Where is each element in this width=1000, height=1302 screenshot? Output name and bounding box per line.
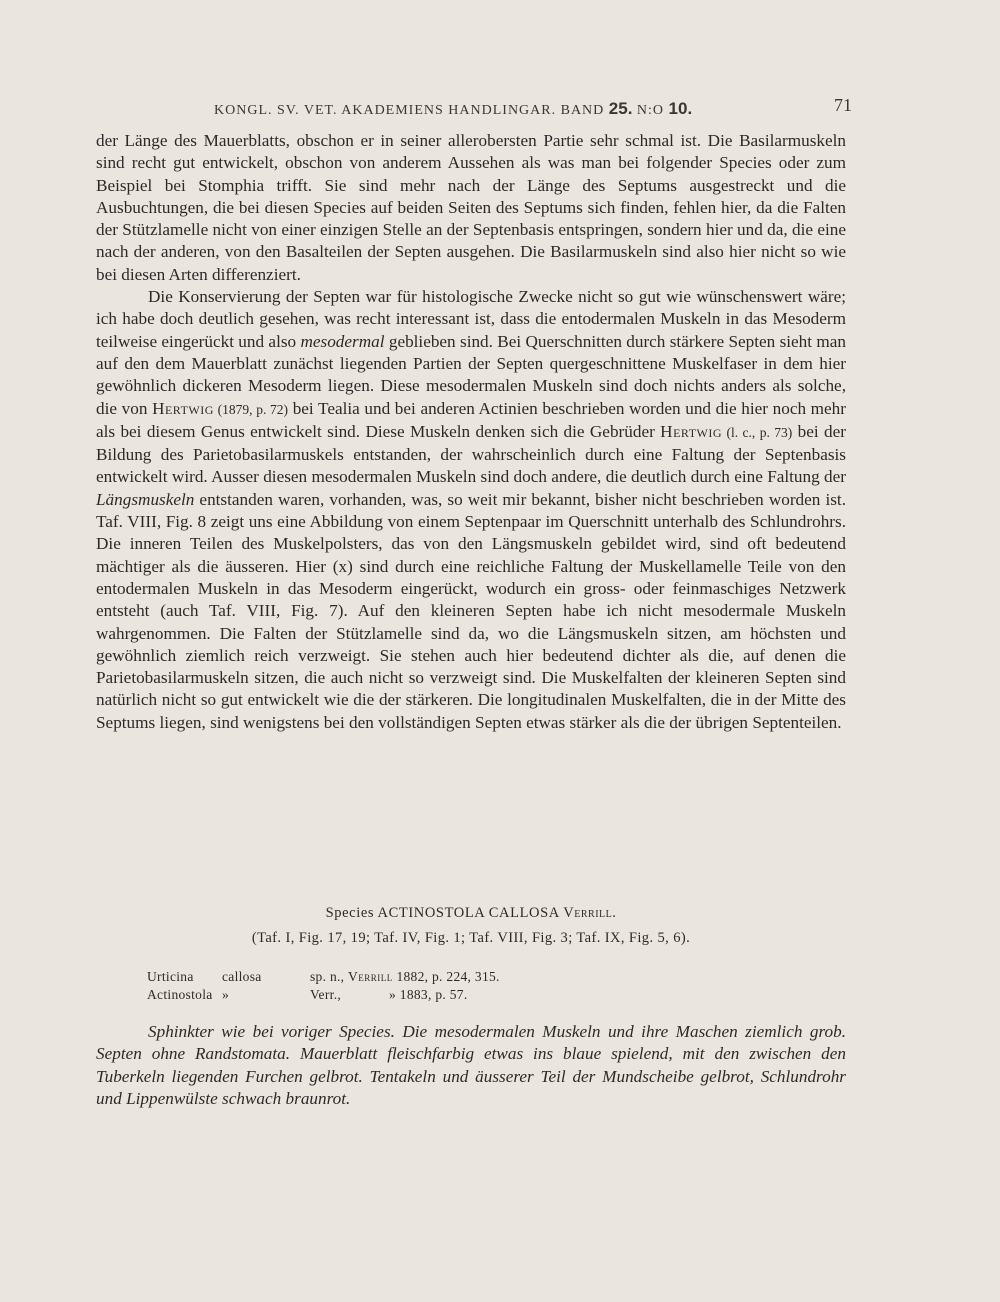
paragraph-2 (96, 286, 846, 734)
species-name: Species ACTINOSTOLA CALLOSA (325, 905, 564, 921)
synonym-author: sp. n., (310, 969, 349, 984)
synonym-citation (310, 986, 747, 1004)
synonym-species: callosa (222, 969, 262, 984)
citation: (l. c., p. 73) (722, 424, 793, 440)
synonym-citation (310, 968, 747, 986)
text-run: geblieben sind. Bei Querschnitten durch stärkere Septen sieht man auf den dem Mauerblatt zunächst liegenden Partien der Septen quergeschnittene Muskelfaser in dem hier gewöhnlich dickeren Mesoderm liegen. Diese mesodermalen Muskeln sind doch nichts anders als solche, die von (96, 331, 846, 418)
synonymy-row (147, 968, 747, 986)
text-run: entstanden waren, vorhanden, was, so weit mir bekannt, bisher nicht beschrieben worden ist. Taf. VIII, Fig. 8 zeigt uns eine Abbildung von einem Septenpaar im Querschnitt unterhalb des Schlundrohrs. Die inneren Teilen des Muskelpolsters, das von den Längsmuskeln gebildet wird, sind oft bedeutend mächtiger als die äusseren. Hier (x) sind durch eine reichliche Faltung der Muskellamelle Teile von den entodermalen Muskeln in das Mesoderm eingerückt, wodurch ein gross- oder feinmaschiges Netzwerk entsteht (auch Taf. VIII, Fig. 7). Auf den kleineren Septen habe ich nicht mesodermale Muskeln wahrgenommen. Die Falten der Stützlamelle sind da, wo die Längsmuskeln sitzen, am höchsten und gewöhnlich ziemlich reich verzweigt. Sie stehen auch hier bedeutend dichter als die, auf denen die Parietobasilarmuskeln sitzen, die auch nicht so verzweigt sind. Die Muskelfalten der kleineren Septen sind natürlich nicht so gut entwickelt wie die der stärkeren. Die longitudinalen Muskelfalten, die in der Mitte des Septums liegen, sind wenigstens bei den vollständigen Septen etwas stärker als die der übrigen Septenteilen. (96, 489, 846, 732)
synonym-species: » (222, 987, 230, 1002)
description-paragraph: Sphinkter wie bei voriger Species. Die mesodermalen Muskeln und ihre Maschen ziemlich grob. Septen ohne Randstomata. Mauerblatt fleischfarbig etwas ins blaue spielend, mit den zwischen den Tuberkeln liegenden Furchen gelbrot. Tentakeln und äusserer Teil der Mundscheibe gelbrot, Schlundrohr und Lippenwülste schwach braunrot. (96, 1022, 846, 1108)
running-head-title (214, 99, 692, 119)
synonym-genus: Actinostola (147, 987, 213, 1002)
species-heading (96, 905, 846, 922)
citation: (1879, p. 72) (213, 401, 289, 417)
running-head-prefix: KONGL. SV. VET. AKADEMIENS HANDLINGAR. BAND (214, 103, 609, 118)
author-name: Hertwig (152, 398, 214, 418)
synonym-author-name: Verrill (348, 969, 393, 984)
synonym-citation-text: » 1883, p. 57. (389, 987, 468, 1002)
synonym-author: Verr., (310, 987, 342, 1002)
species-figure-references: (Taf. I, Fig. 17, 19; Taf. IV, Fig. 1; Taf. VIII, Fig. 3; Taf. IX, Fig. 5, 6). (251, 930, 691, 946)
number-label: N:O (632, 103, 669, 118)
band-number: 25. (608, 99, 633, 118)
species-description (96, 1021, 846, 1110)
text-run: bei Tealia und bei anderen Actinien beschrieben worden und die hier noch mehr als bei diesem Genus entwickelt sind. Diese Muskeln denken sich die Gebrüder (96, 398, 846, 441)
body-text (96, 130, 846, 734)
text-run: Die Konservierung der Septen war für histologische Zwecke nicht so gut wie wünschenswert wäre; ich habe doch deutlich gesehen, was recht interessant ist, dass die entodermalen Muskeln in das Mesoderm teilweise eingerückt und also (96, 287, 846, 351)
italic-term: mesodermal (300, 331, 385, 351)
page-number: 71 (834, 95, 852, 115)
synonym-citation-text: 1882, p. 224, 315. (392, 969, 500, 984)
paragraph-1: der Länge des Mauerblatts, obschon er in seiner allerobersten Partie sehr schmal ist. Die Basilarmuskeln sind recht gut entwickelt, obschon von anderem Aussehen als was man bei folgender Species oder zum Beispiel bei Stomphia trifft. Sie sind mehr nach der Länge des Septums ausgestreckt und die Ausbuchtungen, die bei diesen Species auf beiden Seiten des Septums sich finden, fehlen hier, da die Falten der Stützlamelle nicht von einer einzigen Stelle an der Septenbasis entspringen, sondern hier und da, die eine nach der anderen, von den Basalteilen der Septen ausgehen. Die Basilarmuskeln sind also hier nicht so wie bei diesen Arten differenziert. (96, 131, 846, 284)
synonymy-list (147, 968, 747, 1004)
author-name: Hertwig (660, 421, 723, 441)
italic-term: Längsmuskeln (96, 489, 195, 509)
text-run: bei der Bildung des Parietobasilarmuskels entstanden, der wahrscheinlich durch eine Faltung der Septenbasis entwickelt wird. Ausser diesen mesodermalen Muskeln sind doch andere, die deutlich durch eine Faltung der (96, 421, 846, 487)
species-author: Verrill. (563, 905, 617, 921)
synonymy-row (147, 986, 747, 1004)
issue-number: 10. (668, 99, 693, 118)
synonym-genus: Urticina (147, 969, 194, 984)
